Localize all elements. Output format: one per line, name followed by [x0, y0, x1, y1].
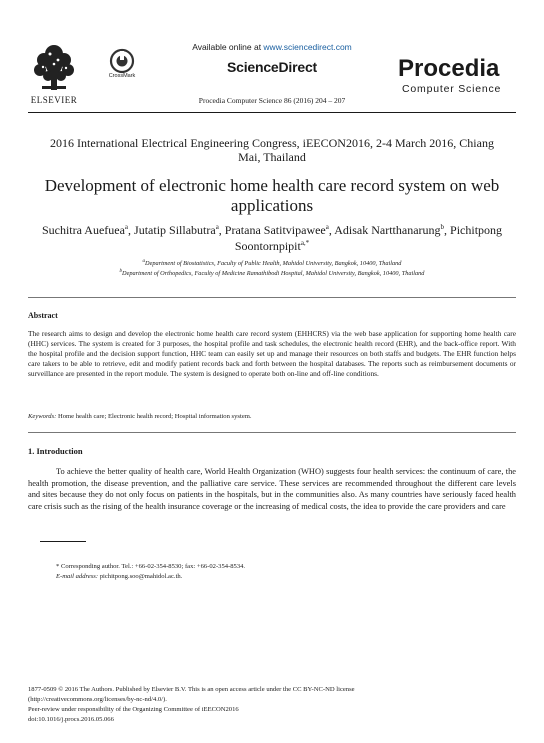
copyright-line: 1877-0509 © 2016 The Authors. Published by Elsevier B.V. This is an open access article under the CC BY-NC-ND license	[28, 686, 355, 693]
paper-title: Development of electronic home health care record system on web applications	[44, 176, 500, 215]
publisher-name: ELSEVIER	[30, 95, 78, 105]
abstract-top-rule	[28, 297, 516, 298]
abstract-bottom-rule	[28, 432, 516, 433]
email-line: E-mail address: pichitpong.soo@mahidol.ac.th.	[56, 573, 183, 580]
section-heading: 1. Introduction	[28, 446, 83, 456]
peer-review-line: Peer-review under responsibility of the Organizing Committee of iEECON2016	[28, 706, 239, 713]
author: Pichitpong Soontornpipit$^{a,*}$	[234, 223, 503, 253]
sciencedirect-brand: ScienceDirect	[226, 59, 317, 75]
keywords: Keywords: Home health care; Electronic health record; Hospital information system.	[28, 413, 252, 420]
journal-logo-title: Procedia	[398, 55, 500, 82]
footnote-divider	[40, 541, 86, 542]
section-body: To achieve the better quality of health care, World Health Organization (WHO) suggests four health services: the continuum of care, the health promotion, the disease prevention, and the palliative care service. These services are recommended throughout the different care levels and sites because they do not only focus on patients in the hospitals, but in the communities also. As many countries have seriously faced health care crisis such as the rising of the health insurance coverage or the increasing of medical costs, the idea to provide the care providers and care	[28, 467, 516, 511]
author-list	[30, 222, 514, 254]
author: Jutatip Sillabutra$^a$,	[134, 223, 225, 237]
available-online: Available online at www.sciencedirect.com	[192, 42, 352, 52]
sciencedirect-link[interactable]: www.sciencedirect.com	[263, 42, 352, 52]
author: Adisak Nartthanarung$^b$,	[334, 223, 451, 237]
journal-reference: Procedia Computer Science 86 (2016) 204 – 207	[198, 96, 346, 105]
affiliation: $^b$Department of Orthopedics, Faculty of Medicine Ramathibodi Hospital, Mahidol University, Bangkok, 10400, Thailand	[119, 268, 425, 277]
email-link[interactable]: pichitpong.soo@mahidol.ac.th.	[99, 573, 183, 580]
copyright-block	[28, 685, 528, 725]
license-link[interactable]: (http://creativecommons.org/licenses/by-nc-nd/4.0/).	[28, 696, 167, 703]
header-divider	[28, 112, 516, 113]
crossmark-label: CrossMark	[108, 73, 136, 79]
affiliations	[30, 259, 514, 279]
abstract-heading: Abstract	[28, 311, 58, 320]
abstract-body: The research aims to design and develop the electronic home health care record system (EHHCRS) via the web base application for supporting home health care (HHC) services. The system is created for 3 purposes, the hospital profile and task schedules, the electronic health record (EHR), and the back-office report. With the hospital profile and the decision support function, HHC team can easily set up and manage their resources on both staffs and budgets. The EHR function helps care takers to be able to retrieve, edit and modify patient records back and forth between the hospital databases. The reports such as reimbursement documents or surveillance are presented in the report module. The system is designed to operate both on-line and off-line conditions.	[28, 329, 516, 378]
conference-line: 2016 International Electrical Engineering Congress, iEECON2016, 2-4 March 2016, Chiang Mai, Thailand	[50, 136, 494, 164]
corresponding-author: * Corresponding author. Tel.: +66-02-354-8530; fax: +66-02-354-8534.	[56, 563, 246, 570]
author: Suchitra Auefuea$^a$,	[41, 223, 135, 237]
affiliation: $^a$Department of Biostatistics, Faculty of Public Health, Mahidol University, Bangkok, 10400, Thailand	[142, 258, 402, 267]
doi: doi:10.1016/j.procs.2016.05.066	[28, 716, 114, 723]
author: Pratana Satitvipawee$^a$,	[224, 223, 335, 237]
journal-logo-subtitle: Computer Science	[402, 83, 502, 95]
footnote	[56, 562, 245, 582]
